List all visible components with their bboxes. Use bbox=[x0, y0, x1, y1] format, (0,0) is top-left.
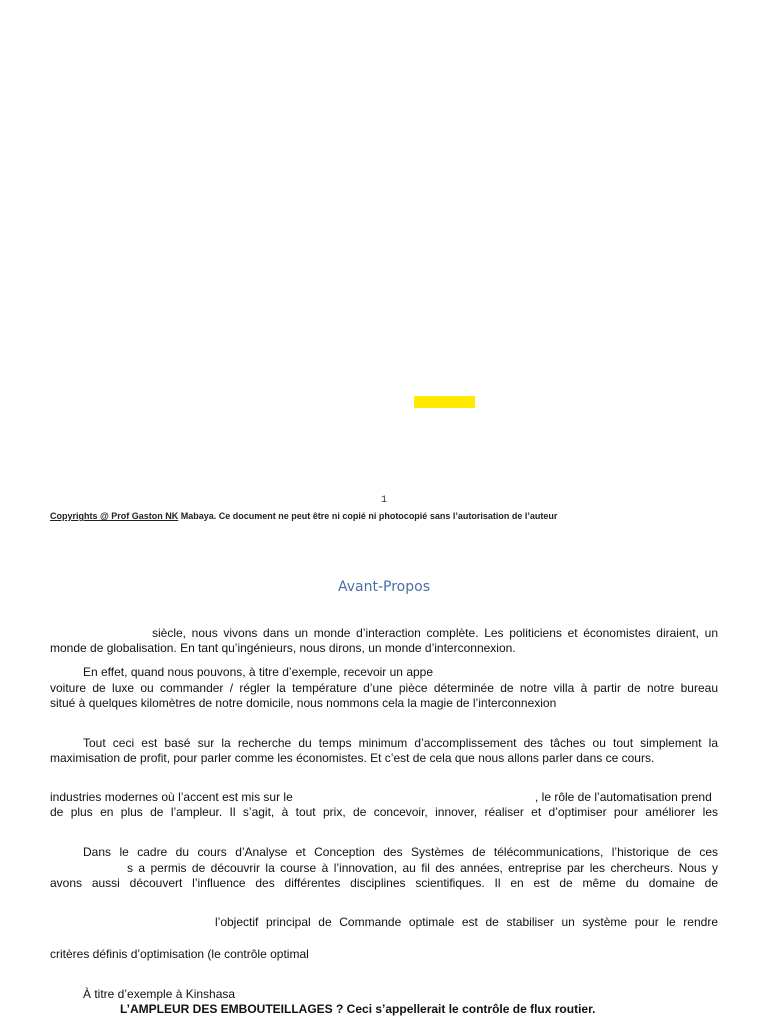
yellow-highlight-mark bbox=[414, 396, 475, 408]
copyright-notice: Mabaya. Ce document ne peut être ni copié ni photocopié sans l’autorisation de l’auteur bbox=[178, 511, 558, 521]
paragraph-line: À titre d’exemple à Kinshasa bbox=[83, 987, 236, 1001]
paragraph-line: Dans le cadre du cours d’Analyse et Conception des Systèmes de télécommunications, l’historique de ces bbox=[83, 845, 718, 859]
paragraph-line: Tout ceci est basé sur la recherche du temps minimum d’accomplissement des tâches ou tout simplement la bbox=[83, 736, 718, 750]
page-number: 1 bbox=[380, 495, 387, 506]
paragraph-line: maximisation de profit, pour parler comme les économistes. Et c’est de cela que nous allons parler dans ce cours. bbox=[50, 751, 655, 765]
copyright-footer bbox=[50, 511, 557, 521]
copyright-author: Copyrights @ Prof Gaston NK bbox=[50, 511, 179, 521]
paragraph-line: de plus en plus de l’ampleur. Il s’agit, à tout prix, de concevoir, innover, réaliser et d’optimiser pour améliorer les bbox=[50, 805, 718, 819]
paragraph-line: industries modernes où l’accent est mis sur le bbox=[50, 790, 293, 804]
paragraph-line: voiture de luxe ou commander / régler la température d’une pièce déterminée de notre villa à partir de notre bureau bbox=[50, 681, 718, 695]
paragraph-line: siècle, nous vivons dans un monde d’interaction complète. Les politiciens et économistes diraient, un bbox=[152, 626, 718, 640]
paragraph-line: En effet, quand nous pouvons, à titre d’exemple, recevoir un appe bbox=[83, 665, 434, 679]
paragraph-line: situé à quelques kilomètres de notre domicile, nous nommons cela la magie de l’interconnexion bbox=[50, 696, 557, 710]
paragraph-line: avons aussi découvert l’influence des différentes disciplines scientifiques. Il en est de même du domaine de bbox=[50, 876, 718, 890]
bold-question-line: L’AMPLEUR DES EMBOUTEILLAGES ? Ceci s’appellerait le contrôle de flux routier. bbox=[120, 1002, 596, 1016]
paragraph-line: l’objectif principal de Commande optimale est de stabiliser un système pour le rendre bbox=[215, 915, 718, 929]
section-heading: Avant-Propos bbox=[338, 579, 430, 595]
paragraph-line: , le rôle de l’automatisation prend bbox=[535, 790, 712, 804]
paragraph-line: critères définis d’optimisation (le contrôle optimal bbox=[50, 947, 309, 961]
paragraph-line: monde de globalisation. En tant qu’ingénieurs, nous dirons, un monde d’interconnexion. bbox=[50, 641, 516, 655]
paragraph-line: s a permis de découvrir la course à l’innovation, au fil des années, entreprise par les chercheurs. Nous y bbox=[127, 861, 718, 875]
